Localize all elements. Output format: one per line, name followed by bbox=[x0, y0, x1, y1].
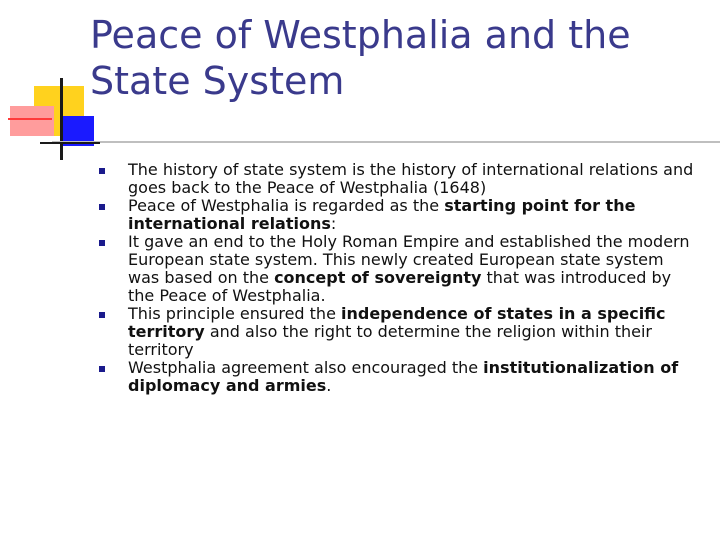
square-bullet-icon bbox=[99, 366, 105, 372]
bullet-text: This principle ensured the bbox=[128, 304, 341, 323]
bullet-item bbox=[98, 359, 698, 395]
bullet-text: and also the right to determine the religion within their territory bbox=[128, 322, 652, 359]
bullet-emphasis-text: starting point for the international relations bbox=[128, 196, 636, 233]
bullet-text: : bbox=[330, 214, 337, 233]
bullet-text: The history of state system is the history of international relations and goes back to the Peace of Westphalia (1648) bbox=[128, 160, 694, 197]
bullet-text: It gave an end to the Holy Roman Empire and established the modern European state system. This newly created European state system was based on the bbox=[128, 232, 690, 287]
bullet-emphasis-text: independence of states in a specific territory bbox=[128, 304, 666, 341]
pink-square-decoration bbox=[10, 106, 54, 136]
bullet-item bbox=[98, 305, 698, 359]
red-line-decoration bbox=[8, 118, 52, 120]
bullet-emphasis-text: institutionalization of diplomacy and armies bbox=[128, 358, 679, 395]
slide-title: Peace of Westphalia and the State System bbox=[90, 13, 631, 103]
bullet-text: Westphalia agreement also encouraged the bbox=[128, 358, 484, 377]
square-bullet-icon bbox=[99, 312, 105, 318]
square-bullet-icon bbox=[99, 168, 105, 174]
bullet-text: that was introduced by the Peace of Westphalia. bbox=[128, 268, 672, 305]
bullet-item bbox=[98, 197, 698, 233]
short-dark-rule-decoration bbox=[40, 142, 100, 144]
bullet-text: Peace of Westphalia is regarded as the bbox=[128, 196, 445, 215]
square-bullet-icon bbox=[99, 204, 105, 210]
bullet-list bbox=[98, 161, 698, 395]
yellow-square-decoration bbox=[34, 86, 84, 136]
bullet-emphasis-text: concept of sovereignty bbox=[274, 268, 482, 287]
bullet-text: . bbox=[326, 376, 332, 395]
vertical-rule-decoration bbox=[60, 78, 63, 160]
bullet-item bbox=[98, 161, 698, 197]
blue-square-decoration bbox=[62, 116, 94, 146]
bullet-item bbox=[98, 233, 698, 305]
square-bullet-icon bbox=[99, 240, 105, 246]
title-underline-rule bbox=[52, 141, 720, 143]
